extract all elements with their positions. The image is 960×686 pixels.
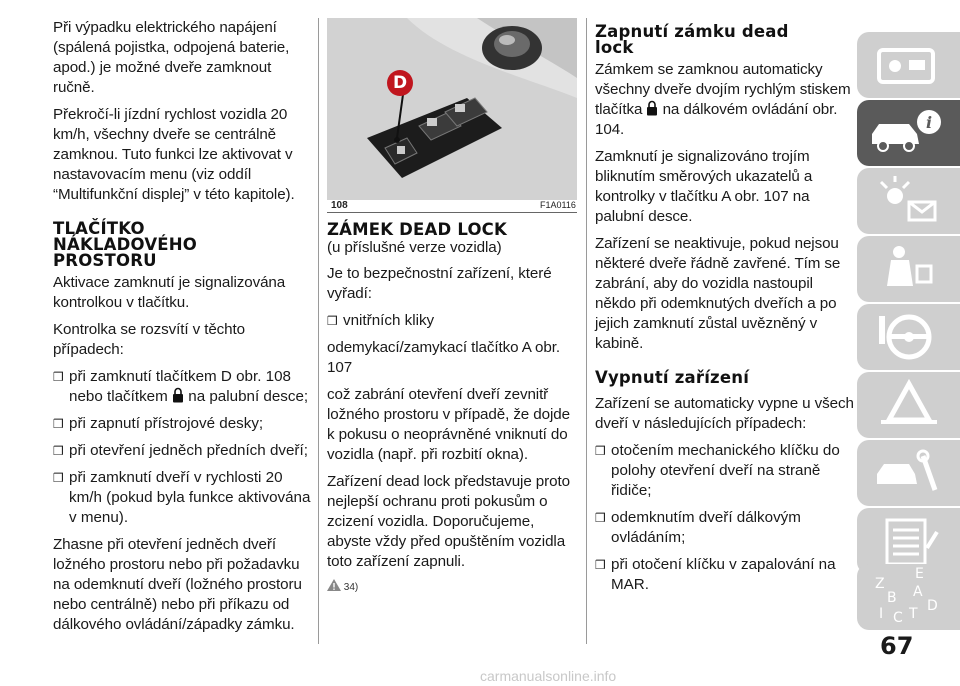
list-item: ❒ otočením mechanického klíčku do polohy otevření dveří na straně řidiče; [595, 442, 840, 499]
svg-text:E: E [915, 566, 924, 582]
list-item: ❒ při zapnutí přístrojové desky; [53, 415, 264, 432]
tab-emergency[interactable] [857, 372, 960, 438]
svg-text:T: T [909, 606, 918, 622]
tab-index[interactable] [857, 564, 960, 630]
paragraph: Zhasne při otevření jedněch dveří ložného prostoru nebo při požadavku na odemknutí dveří (ložného prostoru nebo centrálně) nebo při příkazu od dálkového ovládání/západky zámku. [53, 536, 302, 633]
paragraph: Zařízení dead lock představuje proto nejlepší ochranu proti pokusům o zcizení vozidla. Doporučujeme, abyste vždy před opuštěním vozidla toto zařízení zapnuli. [327, 473, 570, 570]
list-item: ❒ při zamknutí tlačítkem D obr. 108 nebo tlačítkem na palubní desce; [53, 368, 309, 405]
watermark: carmanualsonline.info [480, 668, 617, 684]
section-heading: TLAČÍTKO NÁKLADOVÉHO PROSTORU [53, 219, 198, 270]
seatbelt-icon [857, 236, 960, 302]
section-heading: Zapnutí zámku dead lock [595, 22, 789, 57]
bullet-icon: ❒ [53, 444, 64, 458]
tab-car-dashboard[interactable] [857, 32, 960, 98]
paragraph: Je to bezpečnostní zařízení, které vyřadí: [327, 265, 552, 302]
figure-code: F1A0116 [540, 200, 576, 210]
column-right [595, 18, 857, 602]
paragraph: odemykací/zamykací tlačítko A obr. 107 [327, 339, 560, 376]
paragraph: Zařízení se neaktivuje, pokud nejsou některé dveře řádně zavřené. Tím se zabrání, aby do vozidla nastoupil někdo při odemknutých dveřích a po jejich zamknutí zůstal uvězněný v kabině. [595, 235, 841, 352]
tab-safety[interactable] [857, 236, 960, 302]
bullet-icon: ❒ [53, 370, 64, 384]
tab-driving[interactable] [857, 304, 960, 370]
warning-triangle-icon [857, 372, 960, 438]
tab-car-info[interactable] [857, 100, 960, 166]
column-left [53, 18, 311, 642]
svg-text:A: A [913, 584, 923, 600]
car-dashboard-icon [857, 32, 960, 98]
bullet-icon: ❒ [53, 471, 64, 485]
lock-icon [172, 387, 184, 403]
bullet-icon: ❒ [53, 417, 64, 431]
section-heading: Vypnutí zařízení [595, 368, 750, 387]
list-item: ❒ při otočení klíčku v zapalování na MAR. [595, 556, 836, 593]
paragraph: Kontrolka se rozsvítí v těchto případech: [53, 321, 245, 358]
figure-108 [327, 18, 577, 200]
bullet-icon: ❒ [595, 511, 606, 525]
column-divider [318, 18, 319, 644]
list-item: ❒ při otevření jedněch předních dveří; [53, 442, 308, 459]
svg-text:B: B [887, 590, 897, 606]
paragraph: Zámkem se zamknou automaticky všechny dveře dvojím rychlým stiskem tlačítka na dálkovém ovládání obr. 104. [595, 61, 851, 138]
tab-maintenance[interactable] [857, 440, 960, 506]
callout-label-d: D [387, 70, 413, 96]
light-warning-icon [857, 168, 960, 234]
svg-text:C: C [893, 610, 903, 626]
bullet-icon: ❒ [327, 314, 338, 328]
section-heading: ZÁMEK DEAD LOCK [327, 220, 507, 239]
warning-note: 34) [327, 579, 577, 593]
warning-icon [327, 579, 341, 591]
subheading: (u příslušné verze vozidla) [327, 239, 502, 256]
figure-caption: 108 [331, 200, 348, 211]
wrench-car-icon [857, 440, 960, 506]
paragraph: Při výpadku elektrického napájení (spálená pojistka, odpojená baterie, apod.) je možné dveře zamknout ručně. [53, 19, 290, 96]
alphabet-index-icon [857, 564, 960, 630]
paragraph: Překročí-li jízdní rychlost vozidla 20 km/h, všechny dveře se centrálně zamknou. Tuto funkci lze aktivovat v nastavovacím menu (viz oddíl “Multifunkční displej” v této kapitole). [53, 106, 295, 203]
list-item: ❒ vnitřních kliky [327, 312, 435, 329]
list-item: ❒ při zamknutí dveří v rychlosti 20 km/h (pokud byla funkce aktivována v menu). [53, 469, 311, 526]
svg-text:D: D [927, 598, 938, 614]
list-item: ❒ odemknutím dveří dálkovým ovládáním; [595, 509, 801, 546]
paragraph: což zabrání otevření dveří zevnitř ložného prostoru v případě, že dojde k pokusu o neoprávněné vniknutí do vozidla (např. při rozbití okna). [327, 386, 570, 463]
lock-icon [646, 100, 658, 116]
figure-rule [327, 212, 577, 213]
steering-wheel-icon [857, 304, 960, 370]
svg-text:i: i [925, 113, 933, 132]
car-info-icon [857, 100, 960, 166]
svg-text:I: I [879, 606, 884, 622]
bullet-icon: ❒ [595, 558, 606, 572]
paragraph: Aktivace zamknutí je signalizována kontrolkou v tlačítku. [53, 274, 286, 311]
tab-lights-warnings[interactable] [857, 168, 960, 234]
paragraph: Zamknutí je signalizováno trojím bliknutím směrových ukazatelů a kontrolky v tlačítku A obr. 107 na palubní desce. [595, 148, 813, 225]
column-divider [586, 18, 587, 644]
page-number: 67 [880, 632, 914, 660]
paragraph: Zařízení se automaticky vypne u všech dveří v následujících případech: [595, 395, 854, 432]
column-middle [327, 222, 577, 593]
bullet-icon: ❒ [595, 444, 606, 458]
door-switch-illustration [327, 18, 577, 200]
svg-text:Z: Z [875, 576, 885, 592]
